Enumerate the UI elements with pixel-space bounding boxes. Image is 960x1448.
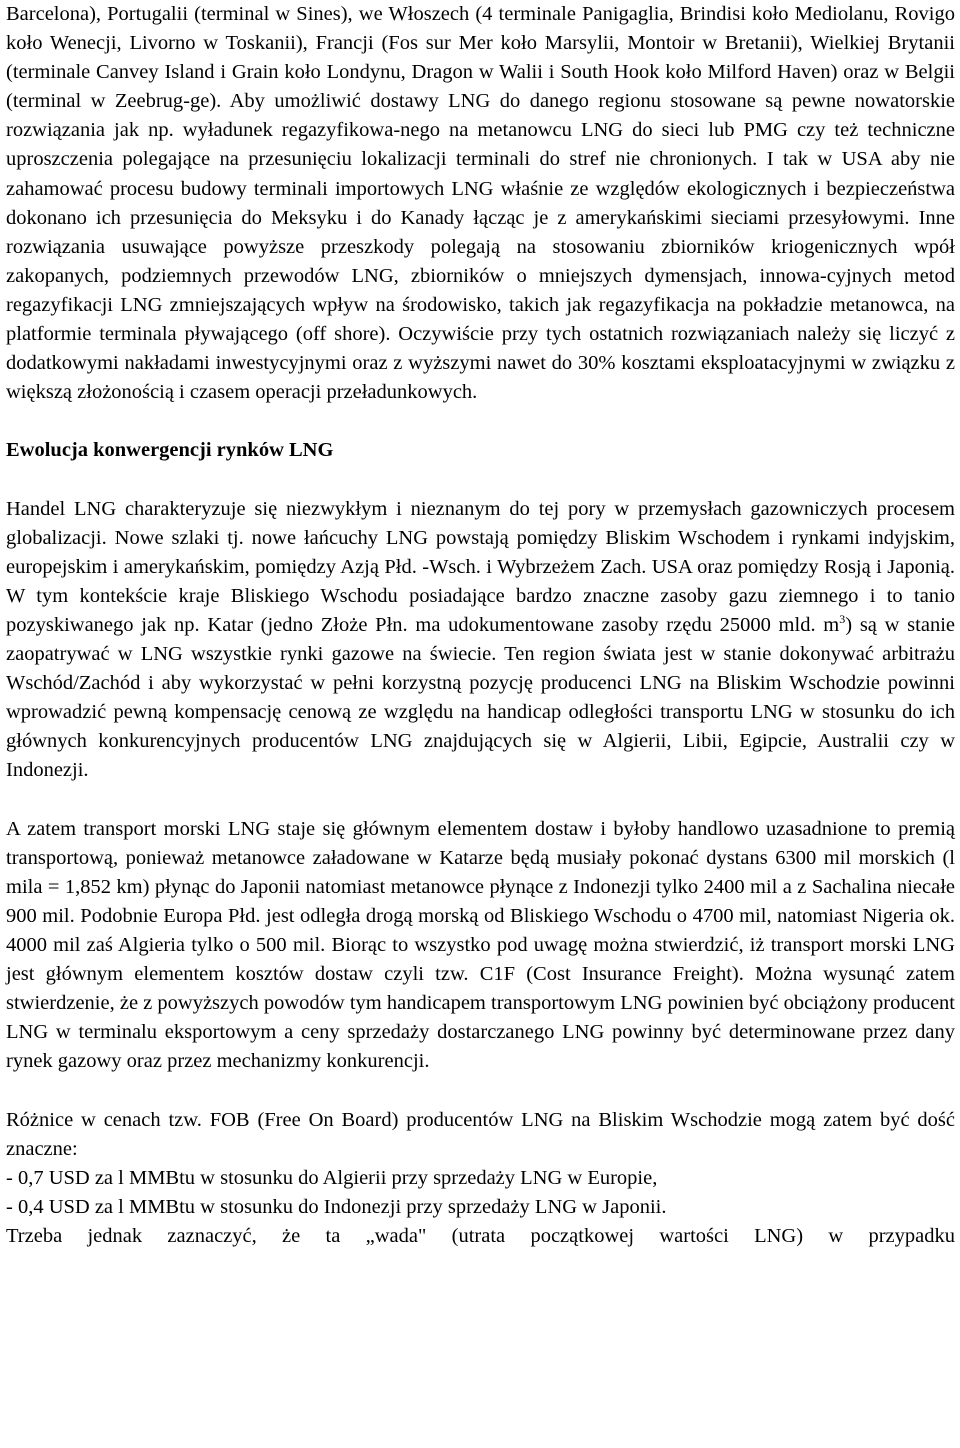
paragraph-globalization [6,495,955,786]
price-difference-list [6,1164,955,1222]
list-item: - 0,7 USD za l MMBtu w stosunku do Algierii przy sprzedaży LNG w Europie, [6,1166,658,1189]
document-page [6,0,955,1251]
paragraph-gap [6,466,955,495]
paragraph-transport: A zatem transport morski LNG staje się głównym elementem dostaw i byłoby handlowo uzasadnione to premią transportową, ponieważ metanowce załadowane w Katarze będą musiały pokonać dystans 6300 mil morskich (l mila = 1,852 km) płynąc do Japonii natomiast metanowce płynące z Indonezji tylko 2400 mil a z Sachalina niecałe 900 mil. Podobnie Europa Płd. jest odległa drogą morską od Bliskiego Wschodu o 4700 mil, natomiast Nigeria ok. 4000 mil zaś Algieria tylko o 500 mil. Biorąc to wszystko pod uwagę można stwierdzić, iż transport morski LNG jest głównym elementem kosztów dostaw czyli tzw. C1F (Cost Insurance Freight). Można wysunąć zatem stwierdzenie, że z powyższych powodów tym handicapem transportowym LNG powinien być obciążony producent LNG w terminalu eksportowym a ceny sprzedaży dostarczanego LNG powinny być determinowane przez dany rynek gazowy oraz przez mechanizmy konkurencji. [6,817,955,1073]
paragraph-closing: Trzeba jednak zaznaczyć, że ta „wada" (utrata początkowej wartości LNG) w przypadku [6,1224,955,1247]
paragraph-gap [6,1076,955,1105]
paragraph-text: Handel LNG charakteryzuje się niezwykłym i nieznanym do tej pory w przemysłach gazowniczych procesem globalizacji. Nowe szlaki tj. nowe łańcuchy LNG powstają pomiędzy Bliskim Wschodem i rynkami indyjskim, europejskim i amerykańskim, pomiędzy Azją Płd. -Wsch. i Wybrzeżem Zach. USA oraz pomiędzy Rosją i Japonią. W tym kontekście kraje Bliskiego Wschodu posiadające bardzo znaczne zasoby gazu ziemnego i to tanio pozyskiwanego jak np. Katar (jedno Złoże Płn. ma udokumentowane zasoby rzędu 25000 mld. m [6,497,955,636]
paragraph-text: ) są w stanie zaopatrywać w LNG wszystkie rynki gazowe na świecie. Ten region świata jest w stanie dokonywać arbitrażu Wschód/Zachód i aby wykorzystać w pełni korzystną pozycję producenci LNG na Bliskim Wschodzie powinni wprowadzić pewną kompensację cenową ze względu na handicap odległości transportu LNG w stosunku do ich głównych konkurencyjnych producentów LNG znajdujących się w Algierii, Libii, Egipcie, Australii czy w Indonezji. [6,613,955,782]
paragraph-gap [6,786,955,815]
paragraph-gap [6,407,955,436]
section-heading: Ewolucja konwergencji rynków LNG [6,439,334,462]
superscript: 3 [839,611,846,626]
paragraph-fob-differences: Różnice w cenach tzw. FOB (Free On Board) producentów LNG na Bliskim Wschodzie mogą zatem być dość znaczne: [6,1108,955,1160]
paragraph-terminals: Barcelona), Portugalii (terminal w Sines), we Włoszech (4 terminale Panigaglia, Brindisi koło Mediolanu, Rovigo koło Wenecji, Livorno w Toskanii), Francji (Fos sur Mer koło Marsylii, Montoir w Bretanii), Wielkiej Brytanii (terminale Canvey Island i Grain koło Londynu, Dragon w Walii i South Hook koło Milford Haven) oraz w Belgii (terminal w Zeebrug-ge). Aby umożliwić dostawy LNG do danego regionu stosowane są pewne nowatorskie rozwiązania jak np. wyładunek regazyfikowa-nego na metanowcu LNG do sieci lub PMG czy też techniczne uproszczenia polegające na przesunięciu lokalizacji terminali do stref nie chronionych. I tak w USA aby nie zahamować procesu budowy terminali importowych LNG właśnie ze względów ekologicznych i bezpieczeństwa dokonano ich przesunięcia do Meksyku i do Kanady łącząc je z amerykańskimi sieciami przesyłowymi. Inne rozwiązania usuwające powyższe przeszkody polegają na stosowaniu zbiorników kriogenicznych wpół zakopanych, podziemnych przewodów LNG, zbiorników o mniejszych dymensjach, innowa-cyjnych metod regazyfikacji LNG zmniejszających wpływ na środowisko, takich jak regazyfikacja na pokładzie metanowca, na platformie terminala pływającego (off shore). Oczywiście przy tych ostatnich rozwiązaniach należy się liczyć z dodatkowymi nakładami inwestycyjnymi oraz z wyższymi nawet do 30% kosztami eksploatacyjnymi w związku z większą złożonością i czasem operacji przeładunkowych. [6,3,955,404]
list-item: - 0,4 USD za l MMBtu w stosunku do Indonezji przy sprzedaży LNG w Japonii. [6,1195,667,1218]
